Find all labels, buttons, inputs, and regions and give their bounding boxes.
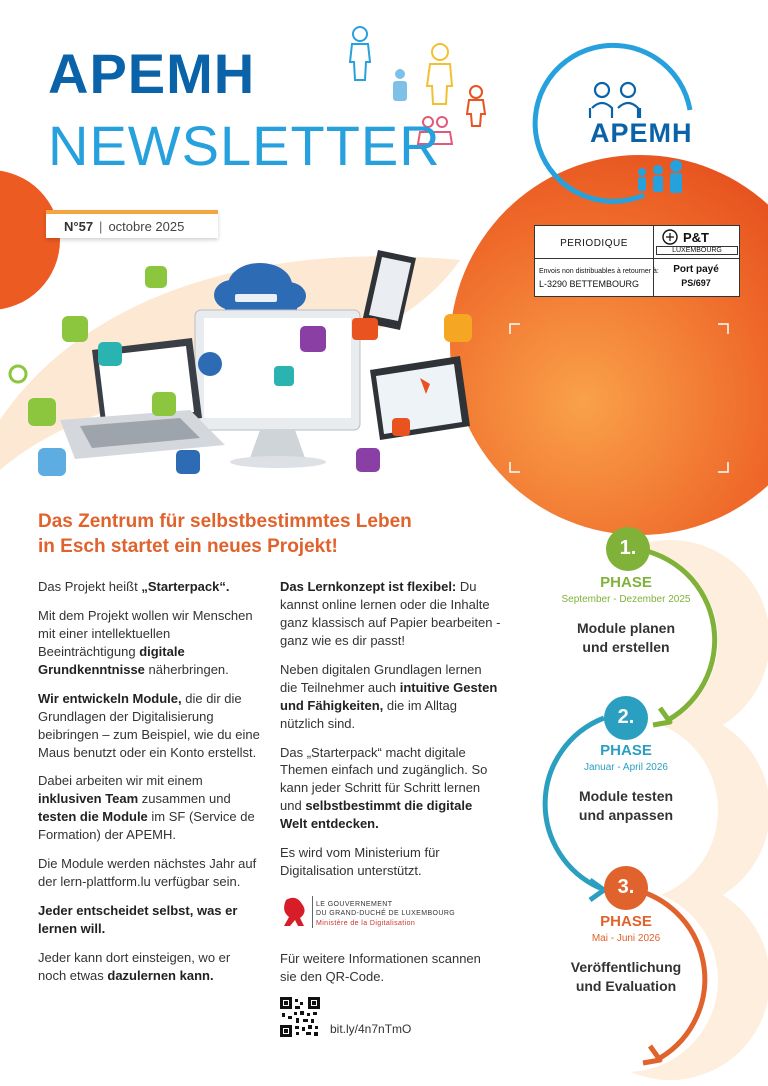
paragraph: Die Module werden nächstes Jahr auf der lern-plattform.lu verfügbar sein. <box>38 856 257 890</box>
text: Du kannst online lernen oder die Inhalte ganz klassisch auf Papier bearbeiten - ganz wie es dir passt! <box>280 579 501 648</box>
logo-label: APEMH <box>590 118 693 148</box>
issue-date: octobre 2025 <box>108 218 185 234</box>
mail-app-icon <box>352 318 378 340</box>
government-logo-text <box>316 900 455 928</box>
title-newsletter: NEWSLETTER <box>48 114 441 177</box>
bold-text: digitale Grundkenntnisse <box>38 643 185 677</box>
phase-label: PHASE <box>600 742 652 759</box>
short-link[interactable]: bit.ly/4n7nTmO <box>330 1022 412 1036</box>
qr-code[interactable] <box>280 997 320 1037</box>
left-column <box>38 578 260 996</box>
bold-text: intuitive Gesten und Fähigkeiten, <box>280 679 498 713</box>
text: die dir die Grundlagen der Digitalisierung beibringen – zum Beispiel, wie du eine Maus benutzt oder ein Konto erstellst. <box>38 690 260 760</box>
paragraph <box>280 578 502 650</box>
text: näherbringen. <box>144 661 229 677</box>
phase-1 <box>536 574 716 657</box>
text: Mit dem Projekt wollen wir Menschen mit einer intellektuellen Beeinträchtigung <box>38 607 253 659</box>
text: Jeder kann dort einsteigen, wo er noch etwas <box>38 949 231 983</box>
phase-title: Module planen und erstellen <box>577 620 675 655</box>
wifi-app-icon <box>444 314 472 342</box>
luxembourg-lion-icon <box>278 894 312 928</box>
postal-brand: P&T <box>683 230 709 245</box>
paragraph <box>38 607 260 679</box>
paragraph <box>38 578 260 596</box>
postal-code: PS/697 <box>681 278 711 288</box>
postal-country: LUXEMBOURG <box>656 246 738 255</box>
tablet-icon <box>370 356 470 440</box>
text: Neben digitalen Grundlagen lernen die Teilnehmer auch <box>280 661 482 695</box>
bold-text: inklusiven Team <box>38 791 139 807</box>
search-icon <box>10 366 26 382</box>
postal-city: L-3290 BETTEMBOURG <box>539 279 640 289</box>
paragraph <box>38 902 260 938</box>
message-app-icon <box>38 448 66 476</box>
postal-port: Port payé <box>673 264 719 275</box>
phase-title: Module testen und anpassen <box>578 788 674 823</box>
digital-devices-illustration <box>0 250 500 485</box>
bold-text: Das Lernkonzept ist flexibel: <box>280 579 457 594</box>
text: zusammen und <box>138 791 231 807</box>
lock-app-icon <box>145 266 167 288</box>
issue-number: N°57 <box>64 218 94 234</box>
headline-line1: Das Zentrum für selbstbestimmtes Leben <box>38 511 412 532</box>
text: Das „Starterpack“ macht digitale Themen einfach und zugänglich. So kann jeder Schritt für Schritt lernen und <box>280 744 488 814</box>
phase3-number: 3. <box>617 876 635 898</box>
postal-stamp <box>534 225 740 297</box>
bold-text: Jeder entscheidet selbst, was er lernen will. <box>38 903 238 936</box>
bold-text: Wir entwickeln Module, <box>38 690 182 706</box>
text: Das Projekt heißt <box>38 579 142 594</box>
postal-periodique: PERIODIQUE <box>560 238 628 249</box>
globe-app-icon <box>198 352 222 376</box>
text: im SF (Service de Formation) der APEMH. <box>38 809 255 843</box>
paragraph <box>280 661 502 733</box>
postal-return-note: Envois non distribuables à retourner à: <box>539 268 659 275</box>
gov-line: LE GOUVERNEMENT <box>316 901 393 908</box>
gov-line: DU GRAND-DUCHÉ DE LUXEMBOURG <box>316 910 456 918</box>
home-app-icon <box>274 366 294 386</box>
phase-label: PHASE <box>600 913 652 930</box>
share-app-icon <box>62 316 88 342</box>
usb-app-icon <box>300 326 326 352</box>
cloud-icon <box>214 263 306 312</box>
bold-text: selbstbestimmt die digitale Welt entdecken. <box>280 798 473 832</box>
paragraph <box>38 690 260 762</box>
phase-3 <box>536 913 716 996</box>
phase-dates: September - Dezember 2025 <box>561 594 691 605</box>
issue-separator: | <box>99 218 103 234</box>
bold-text: testen die Module <box>38 809 148 825</box>
bold-text: „Starterpack“. <box>141 579 230 594</box>
chart-app-icon <box>152 392 176 416</box>
paragraph <box>38 772 260 844</box>
phase-label: PHASE <box>600 574 652 591</box>
right-column <box>280 578 502 891</box>
chat-app-icon <box>28 398 56 426</box>
phase-title: Veröffentlichung und Evaluation <box>570 959 682 994</box>
phase-2 <box>536 742 716 825</box>
qr-instructions: Für weitere Informationen scannen sie den QR-Code. <box>280 951 481 984</box>
paragraph: Es wird vom Ministerium für Digitalisation unterstützt. <box>280 845 440 879</box>
title-apemh: APEMH <box>48 42 256 105</box>
text: die im Alltag nützlich sind. <box>280 697 457 731</box>
phase2-number: 2. <box>617 706 635 728</box>
phase-dates: Mai - Juni 2026 <box>591 933 661 944</box>
post-emblem-icon <box>661 229 679 245</box>
phase-dates: Januar - April 2026 <box>584 762 668 773</box>
phase1-number: 1. <box>619 537 637 559</box>
headline-line2: in Esch startet ein neues Projekt! <box>38 535 338 557</box>
gov-divider <box>312 896 313 928</box>
gov-ministry: Ministère de la Digitalisation <box>316 919 416 927</box>
paragraph <box>280 744 502 834</box>
at-app-icon <box>356 448 380 472</box>
postal-divider <box>535 258 739 259</box>
user-app-icon <box>176 450 200 474</box>
bold-text: dazulernen kann. <box>107 967 214 983</box>
text: Dabei arbeiten wir mit einem <box>38 773 203 789</box>
article-headline <box>38 510 478 559</box>
paragraph <box>38 949 260 985</box>
bar-app-icon <box>392 418 410 436</box>
issue-badge <box>46 210 218 238</box>
edit-app-icon <box>98 342 122 366</box>
